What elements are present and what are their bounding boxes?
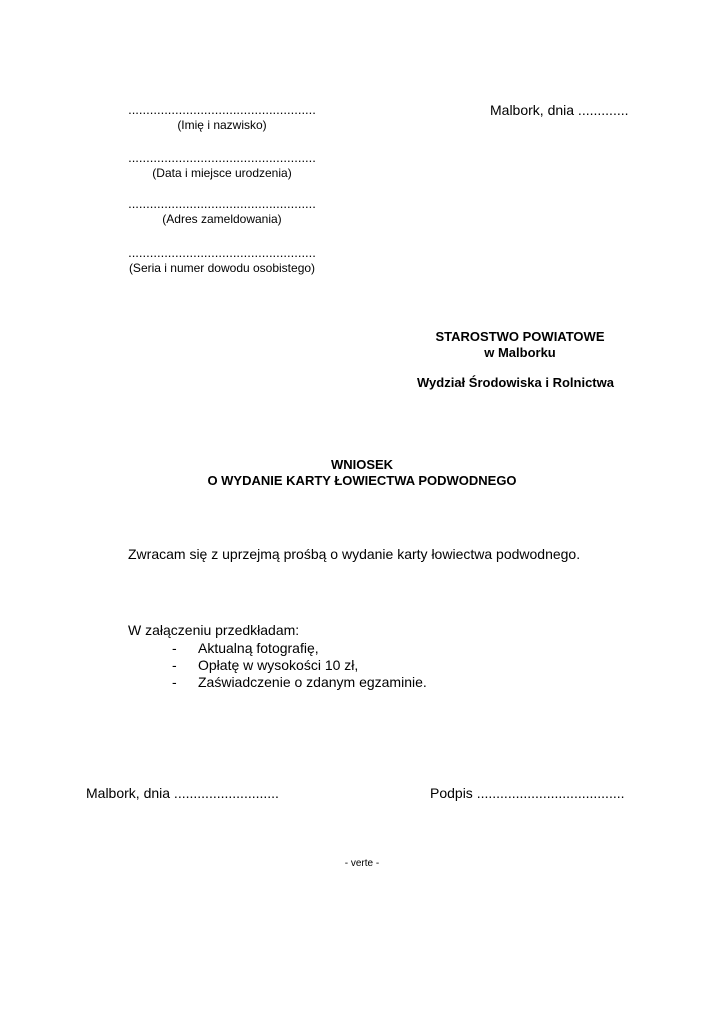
birth-field	[112, 151, 332, 181]
verte-note: - verte -	[344, 858, 380, 869]
address-dots: ....................................................	[128, 196, 316, 211]
list-dash: -	[172, 674, 177, 690]
list-item-text: Opłatę w wysokości 10 zł,	[198, 657, 359, 673]
list-dash: -	[172, 640, 177, 656]
attachments-intro: W załączeniu przedkładam:	[128, 622, 300, 638]
list-dash: -	[172, 657, 177, 673]
id-dots: ....................................................	[128, 245, 316, 260]
footer-place-date: Malbork, dnia ...........................	[86, 785, 279, 801]
list-item	[172, 640, 427, 657]
address-caption: (Adres zameldowania)	[162, 212, 282, 226]
addressee-city: w Malborku	[484, 345, 556, 360]
name-dots: ....................................................	[128, 102, 316, 117]
document-title: WNIOSEK	[330, 457, 394, 472]
signature-line: Podpis ......................................	[430, 785, 625, 801]
addressee-office: STAROSTWO POWIATOWE	[435, 329, 605, 344]
name-field	[112, 103, 332, 133]
addressee-department: Wydział Środowiska i Rolnictwa	[417, 375, 614, 390]
id-caption: (Seria i numer dowodu osobistego)	[128, 261, 316, 275]
address-field	[112, 197, 332, 227]
list-item	[172, 674, 427, 691]
document-subtitle: O WYDANIE KARTY ŁOWIECTWA PODWODNEGO	[207, 473, 517, 488]
birth-caption: (Data i miejsce urodzenia)	[152, 166, 292, 180]
list-item-text: Aktualną fotografię,	[198, 640, 319, 656]
header-place-date: Malbork, dnia .............	[490, 102, 629, 118]
attachments-list	[172, 640, 427, 691]
name-caption: (Imię i nazwisko)	[177, 118, 267, 132]
list-item	[172, 657, 427, 674]
request-text: Zwracam się z uprzejmą prośbą o wydanie karty łowiectwa podwodnego.	[128, 546, 581, 562]
list-item-text: Zaświadczenie o zdanym egzaminie.	[198, 674, 427, 690]
birth-dots: ....................................................	[128, 150, 316, 165]
id-field	[112, 246, 332, 276]
